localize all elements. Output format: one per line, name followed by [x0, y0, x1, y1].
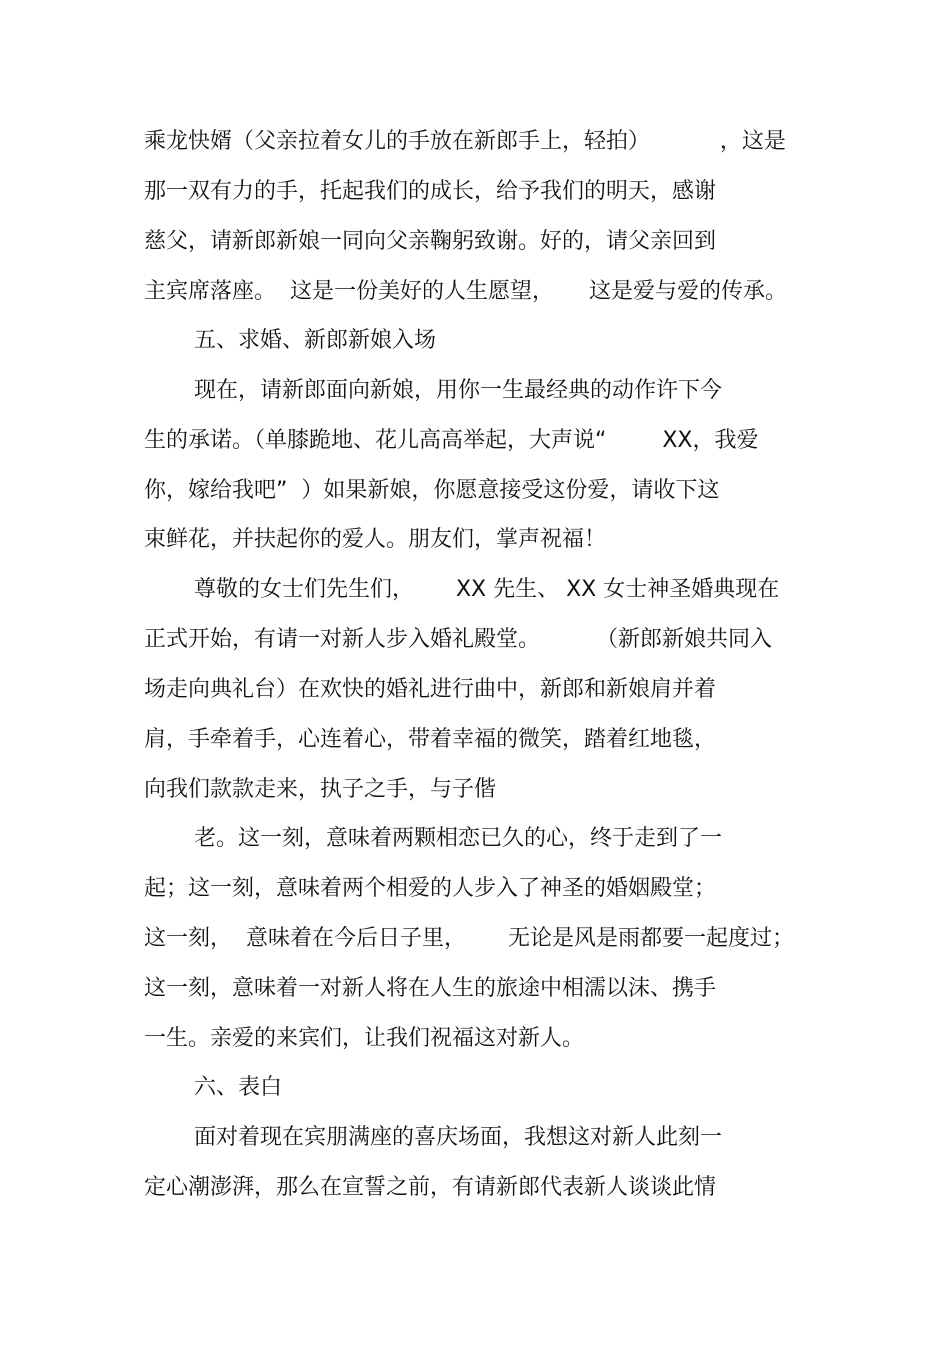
text-line-1: 乘龙快婿（父亲拉着女儿的手放在新郎手上，轻拍） ，这是: [144, 129, 786, 154]
text-line-2: 那一双有力的手，托起我们的成长，给予我们的明天，感谢: [144, 179, 717, 204]
text-line-14: 向我们款款走来，执子之手，与子偕: [144, 777, 497, 802]
text-line-19: 一生。亲爱的来宾们，让我们祝福这对新人。: [144, 1026, 585, 1051]
text-line-11: 正式开始，有请一对新人步入婚礼殿堂。 （新郎新娘共同入: [144, 627, 772, 652]
text-line-8: 你，嫁给我吧” ）如果新娘，你愿意接受这份爱，请收下这: [144, 478, 720, 503]
text-line-3: 慈父，请新郎新娘一同向父亲鞠躬致谢。好的，请父亲回到: [144, 229, 717, 254]
section-heading-6: 六、表白: [194, 1075, 283, 1100]
section-heading-5: 五、求婚、新郎新娘入场: [194, 328, 437, 353]
text-line-18: 这一刻，意味着一对新人将在人生的旅途中相濡以沫、携手: [144, 976, 717, 1001]
text-line-22: 定心潮澎湃，那么在宣誓之前，有请新郎代表新人谈谈此情: [144, 1175, 717, 1200]
text-line-21: 面对着现在宾朋满座的喜庆场面，我想这对新人此刻一: [194, 1125, 723, 1150]
text-line-4: 主宾席落座。 这是一份美好的人生愿望， 这是爱与爱的传承。: [144, 279, 787, 304]
text-line-9: 束鲜花，并扶起你的爱人。朋友们，掌声祝福！: [144, 527, 607, 552]
text-line-12: 场走向典礼台）在欢快的婚礼进行曲中，新郎和新娘肩并着: [144, 677, 717, 702]
text-line-10: 尊敬的女士们先生们， XX 先生、 XX 女士神圣婚典现在: [194, 577, 780, 602]
text-line-13: 肩，手牵着手，心连着心，带着幸福的微笑，踏着红地毯，: [144, 727, 717, 752]
text-line-16: 起；这一刻，意味着两个相爱的人步入了神圣的婚姻殿堂；: [144, 876, 717, 901]
text-line-15: 老。这一刻，意味着两颗相恋已久的心，终于走到了一: [194, 826, 723, 851]
text-line-17: 这一刻， 意味着在今后日子里， 无论是风是雨都要一起度过；: [144, 926, 794, 951]
text-line-6: 现在，请新郎面向新娘，用你一生最经典的动作许下今: [194, 378, 723, 403]
text-line-7: 生的承诺。（单膝跪地、花儿高高举起，大声说“ XX，我爱: [144, 428, 759, 453]
